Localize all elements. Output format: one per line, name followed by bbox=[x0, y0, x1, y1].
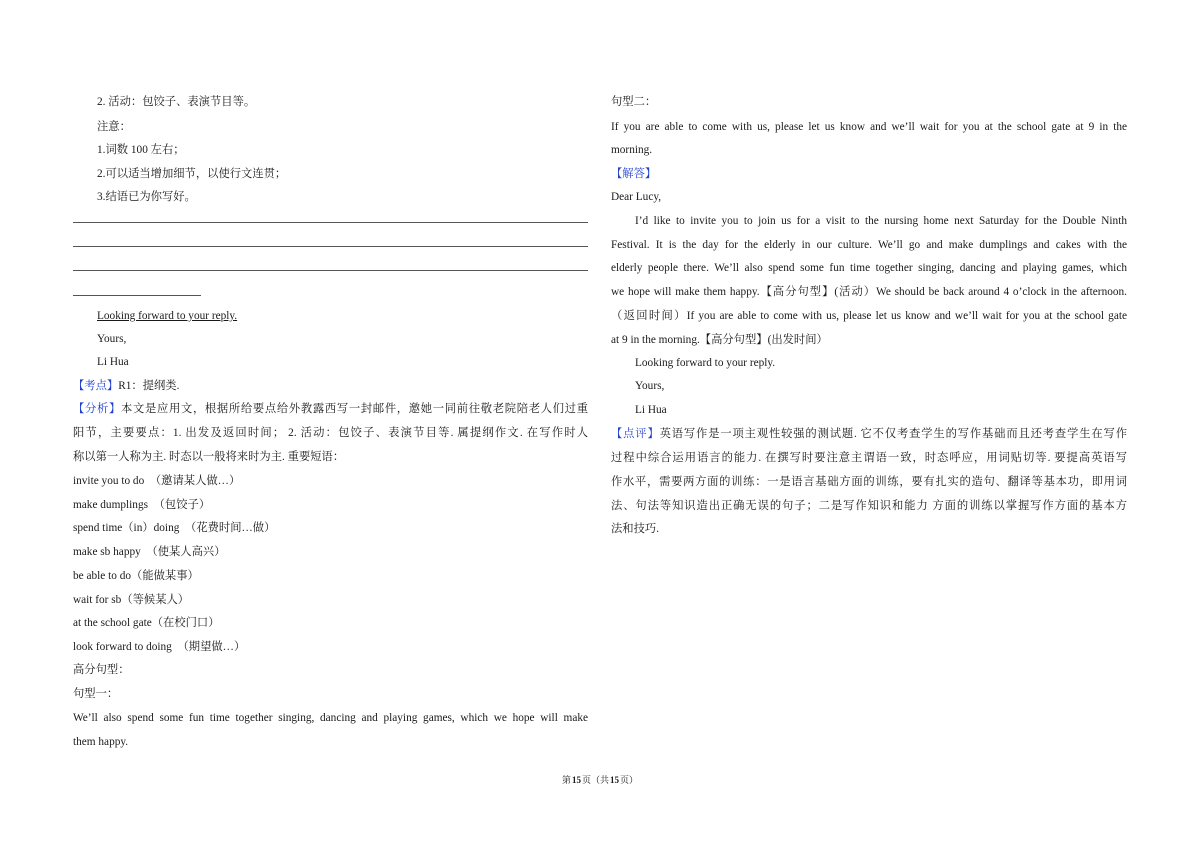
dianping-line: 法、句法等知识造出正确无误的句子；二是写作知识和能力 方面的训练以掌握写作方面的基本方 bbox=[611, 500, 1127, 512]
letter-body-line: Festival. It is the day for the elderly in our culture. We’ll go and make dumplings and cakes with the bbox=[611, 239, 1127, 251]
pattern2-title: 句型二： bbox=[611, 96, 657, 108]
notes-title: 注意： bbox=[97, 121, 131, 133]
fenxi-line: 称以第一人称为主. 时态以一般将来时为主. 重要短语： bbox=[73, 451, 345, 463]
note-item: 1.词数 100 左右； bbox=[97, 144, 185, 156]
phrase-item: be able to do（能做某事） bbox=[73, 570, 199, 582]
footer-total-pages: 15 bbox=[610, 775, 619, 785]
letter-body-line: I’d like to invite you to join us for a visit to the nursing home next Saturday for the Double Ninth bbox=[635, 215, 1127, 227]
answer-blank-line bbox=[73, 222, 588, 223]
closing-name: Li Hua bbox=[97, 356, 129, 368]
phrase-item: look forward to doing （期望做…） bbox=[73, 641, 246, 653]
phrase-item: spend time（in）doing （花费时间…做） bbox=[73, 522, 276, 534]
page-footer bbox=[0, 773, 1200, 787]
phrase-item: invite you to do （邀请某人做…） bbox=[73, 475, 241, 487]
dianping-line: 作水平，需要两方面的训练：一是语言基础方面的训练，要有扎实的造句、翻译等基本功，即用词 bbox=[611, 476, 1127, 488]
letter-looking-forward: Looking forward to your reply. bbox=[635, 357, 776, 369]
fenxi-text: 本文是应用文，根据所给要点给外教露西写一封邮件，邀她一同前往敬老院陪老人们过重 bbox=[120, 403, 588, 415]
closing-looking-forward-text: Looking forward to your reply. bbox=[97, 310, 238, 322]
closing-yours: Yours, bbox=[97, 333, 127, 345]
kaodian-text: R1：提纲类. bbox=[118, 380, 180, 392]
footer-suffix: 页） bbox=[620, 775, 639, 785]
footer-prefix: 第 bbox=[561, 775, 571, 785]
pattern2-line: morning. bbox=[611, 144, 653, 156]
footer-page-number: 15 bbox=[571, 775, 581, 785]
answer-blank-line bbox=[73, 295, 201, 296]
letter-body-line: we hope will make them happy.【高分句型】(活动）We should be back around 4 o’clock in the afternoon. bbox=[611, 286, 1127, 298]
answer-blank-line bbox=[73, 246, 588, 247]
footer-middle: 页（共 bbox=[581, 775, 609, 785]
pattern1-line: them happy. bbox=[73, 736, 129, 748]
phrase-item: wait for sb（等候某人） bbox=[73, 594, 190, 606]
kaodian-label: 【考点】 bbox=[73, 380, 119, 392]
dianping-text: 英语写作是一项主观性较强的测试题. 它不仅考查学生的写作基础而且还考查学生在写作 bbox=[659, 428, 1127, 440]
letter-body-line: elderly people there. We’ll also spend some fun time together singing, dancing and playing games, which bbox=[611, 262, 1127, 274]
answer-blank-line bbox=[73, 270, 588, 271]
dianping-line bbox=[611, 425, 1127, 443]
letter-body-line: （返回时间）If you are able to come with us, please let us know and we’ll wait for you at the school gate bbox=[611, 310, 1127, 322]
phrase-item: at the school gate（在校门口） bbox=[73, 617, 220, 629]
dianping-line: 过程中综合运用语言的能力. 在撰写时要注意主谓语一致，时态呼应，用词贴切等. 要提高英语写 bbox=[611, 452, 1127, 464]
letter-body-line: at 9 in the morning.【高分句型】(出发时间） bbox=[611, 334, 828, 346]
letter-greeting: Dear Lucy, bbox=[611, 191, 662, 203]
kaodian-line bbox=[73, 377, 588, 395]
dianping-line: 法和技巧. bbox=[611, 523, 660, 535]
fenxi-line: 阳节，主要要点：1. 出发及返回时间； 2. 活动：包饺子、表演节目等. 属提纲作文. 在写作时人 bbox=[73, 427, 588, 439]
note-item: 3.结语已为你写好。 bbox=[97, 191, 196, 203]
note-item: 2.可以适当增加细节，以使行文连贯； bbox=[97, 168, 287, 180]
phrase-item: make sb happy （使某人高兴） bbox=[73, 546, 226, 558]
pattern1-title: 句型一： bbox=[73, 688, 119, 700]
phrase-item: make dumplings （包饺子） bbox=[73, 499, 211, 511]
letter-name: Li Hua bbox=[635, 404, 667, 416]
requirement-item: 2. 活动：包饺子、表演节目等。 bbox=[97, 96, 256, 108]
closing-looking-forward bbox=[97, 307, 588, 325]
pattern2-line: If you are able to come with us, please let us know and we’ll wait for you at the school gate at 9 in the bbox=[611, 121, 1127, 133]
jieda-label: 【解答】 bbox=[611, 168, 657, 180]
dianping-label: 【点评】 bbox=[611, 428, 660, 440]
pattern1-line: We’ll also spend some fun time together singing, dancing and playing games, which we hope will make bbox=[73, 712, 588, 724]
high-score-title: 高分句型： bbox=[73, 664, 130, 676]
fenxi-label: 【分析】 bbox=[73, 403, 121, 415]
letter-yours: Yours, bbox=[635, 380, 665, 392]
fenxi-line bbox=[73, 400, 588, 418]
